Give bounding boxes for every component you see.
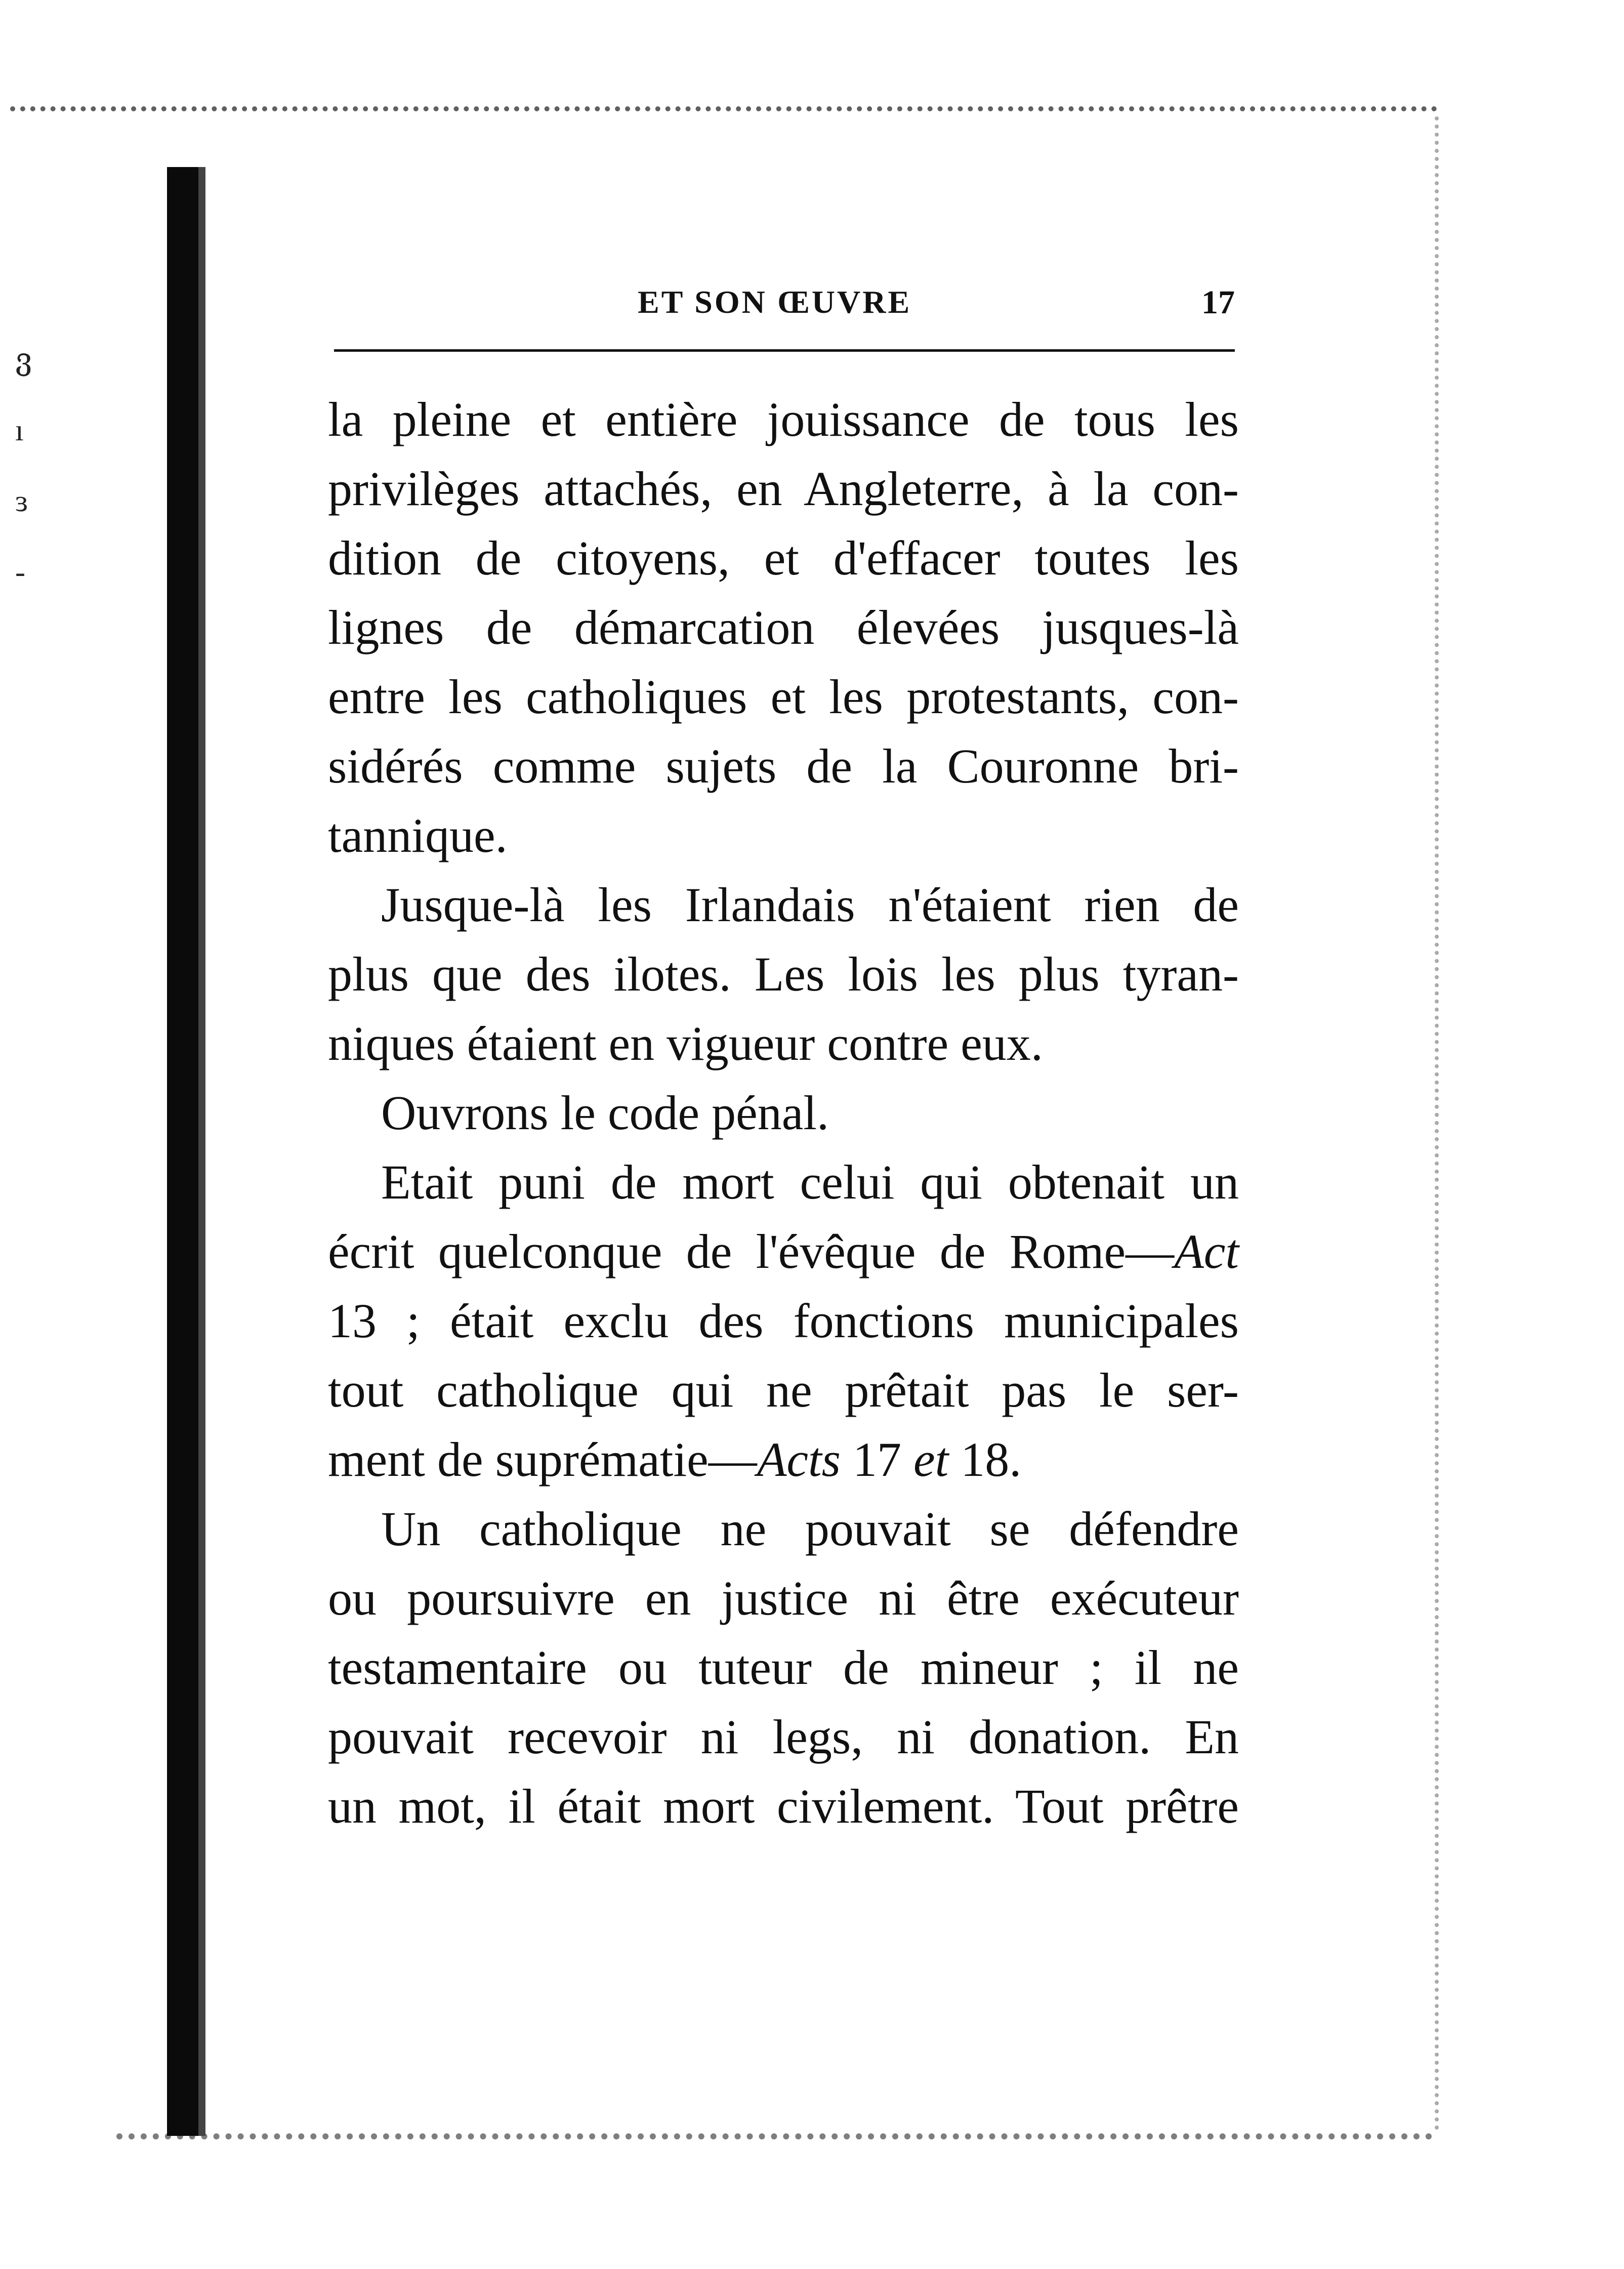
italic-reference: Act	[1174, 1224, 1239, 1278]
text-line: Etait puni de mort celui qui obtenait un	[381, 1155, 1239, 1209]
text-line: Jusque-là les Irlandais n'étaient rien de	[381, 878, 1239, 932]
margin-mark: ვ	[15, 343, 32, 376]
text-line: pouvait recevoir ni legs, ni donation. En	[328, 1710, 1239, 1764]
page-frame-top	[10, 106, 1437, 111]
text-line	[328, 1425, 1239, 1494]
italic-reference: et	[913, 1432, 949, 1487]
text-line: tout catholique qui ne prêtait pas le ser-	[328, 1363, 1239, 1417]
text-run: 18.	[948, 1432, 1022, 1487]
margin-mark: ɜ	[15, 484, 28, 518]
text-line: privilèges attachés, en Angleterre, à la con-	[328, 462, 1239, 516]
page-number: 17	[1201, 284, 1235, 321]
text-run: écrit quelconque de l'évêque de Rome—	[328, 1224, 1175, 1278]
text-line: testamentaire ou tuteur de mineur ; il ne	[328, 1640, 1239, 1695]
page-frame-bottom	[116, 2133, 1432, 2139]
text-run: ment de suprématie—	[328, 1432, 757, 1487]
text-line: Un catholique ne pouvait se défendre	[381, 1502, 1239, 1556]
header-rule	[334, 349, 1235, 352]
text-line: tannique.	[328, 808, 508, 862]
running-title: ET SON ŒUVRE	[638, 284, 912, 320]
text-line: la pleine et entière jouissance de tous les	[328, 392, 1239, 446]
text-line: lignes de démarcation élevées jusques-là	[328, 600, 1239, 654]
text-line: Ouvrons le code pénal.	[381, 1086, 829, 1140]
body-text	[328, 385, 1239, 1841]
text-line: 13 ; était exclu des fonctions municipales	[328, 1294, 1239, 1348]
text-line: un mot, il était mort civilement. Tout prêtre	[328, 1779, 1239, 1833]
margin-mark: ı	[15, 414, 24, 447]
binding-edge	[167, 167, 202, 2136]
margin-marks	[15, 324, 56, 607]
text-line: ou poursuivre en justice ni être exécuteur	[328, 1571, 1239, 1625]
page-frame-right	[1435, 116, 1439, 2131]
text-line	[328, 1217, 1239, 1286]
text-run: 17	[841, 1432, 914, 1487]
text-line: plus que des ilotes. Les lois les plus tyran-	[328, 947, 1239, 1001]
margin-mark: -	[15, 555, 25, 589]
page-header	[334, 283, 1235, 334]
text-line: niques étaient en vigueur contre eux.	[328, 1016, 1043, 1070]
text-line: entre les catholiques et les protestants, con-	[328, 670, 1239, 724]
italic-reference: Acts	[757, 1432, 841, 1487]
text-line: dition de citoyens, et d'effacer toutes les	[328, 531, 1239, 585]
text-line: sidérés comme sujets de la Couronne bri-	[328, 739, 1239, 793]
